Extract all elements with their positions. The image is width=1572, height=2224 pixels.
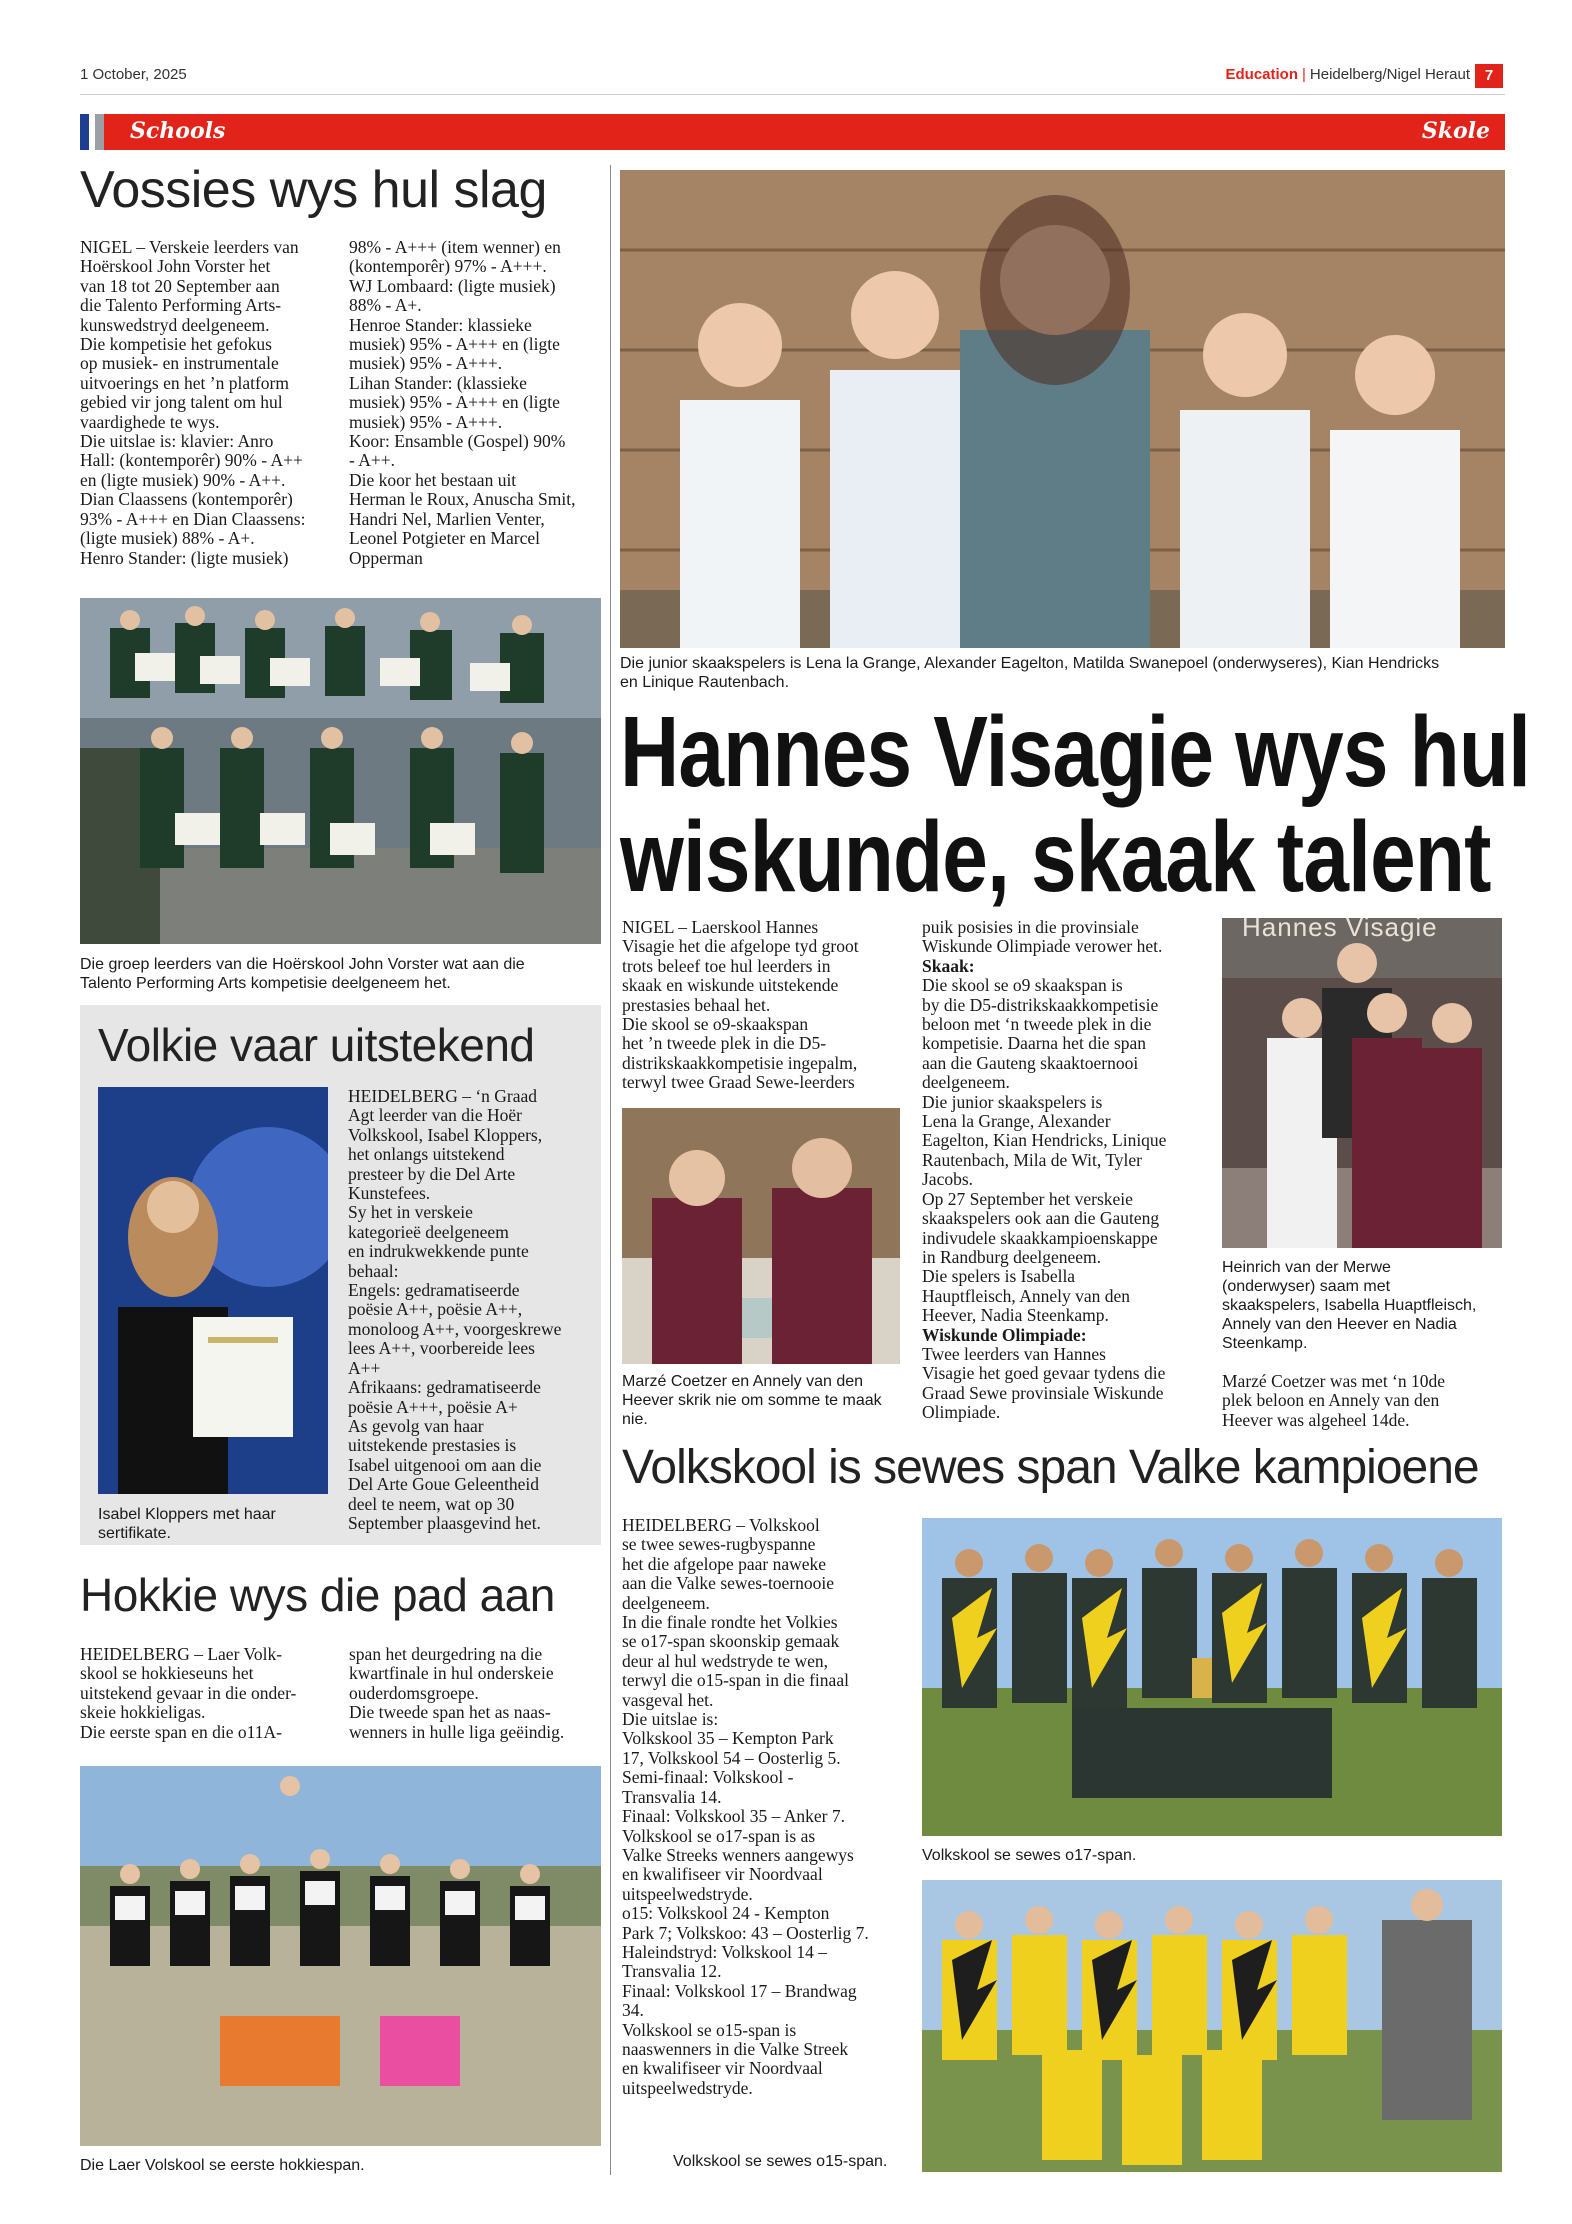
hokkie-photo-caption: Die Laer Volskool se eerste hokkiespan.	[80, 2157, 365, 2174]
volkie-body: HEIDELBERG – ‘n Graad Agt leerder van die Hoër Volkskool, Isabel Kloppers, het onlangs uitstekend presteer by die Del Arte Kunstefees. Sy het in verskeie kategorieë deelgeneem en indrukwekkende punte behaal: Engels: gedramatiseerde poësie A++, poësie A++, monoloog A++, voorgeskrewe lees A++, voorbereide lees A++ Afrikaans: gedramatiseerde poësie A+++, poësie A+ As gevolg van haar uitstekende prestasies is Isabel uitgenooi om aan die Del Arte Goue Geleentheid deel te neem, wat op 30 September plaasgevind het.	[348, 1086, 562, 1533]
hannes-col2-intro: puik posisies in die provinsiale Wiskunde Olimpiade verower het.	[922, 917, 1163, 957]
photo-school-sign: Hannes Visagie	[1242, 918, 1438, 942]
vossies-body-col1: NIGEL – Verskeie leerders van Hoërskool John Vorster het van 18 tot 20 September aan die Talento Performing Arts- kunswedstryd deelgeneem. Die kompetisie het gefokus op musiek- en instrumentale uitvoerings en het ’n platform gebied vir jong talent om hul vaardighede te wys. Die uitslae is: klavier: Anro Hall: (kontemporêr) 90% - A++ en (ligte musiek) 90% - A++. Dian Claassens (kontemporêr) 93% - A+++ en Dian Claassens: (ligte musiek) 88% - A+. Henro Stander: (ligte musiek)	[80, 237, 306, 568]
header-rule	[80, 94, 1505, 95]
publication-name: Heidelberg/Nigel Heraut	[1309, 66, 1470, 83]
hannes-body-col3: Marzé Coetzer was met ‘n 10de plek beloon en Annely van den Heever was algeheel 14de.	[1222, 1371, 1446, 1430]
banner-flag-blue	[80, 114, 89, 150]
hannes-subhead-skaak: Skaak:	[922, 955, 975, 976]
volkskool-o17-photo	[922, 1518, 1502, 1836]
section-label: Education | Heidelberg/Nigel Heraut	[1225, 66, 1470, 83]
hannes-col2-wiskunde-text: Twee leerders van Hannes Visagie het goed gevaar tydens die Graad Sewe provinsiale Wiskunde Olimpiade.	[922, 1343, 1166, 1423]
volkskool-o15-photo	[922, 1880, 1502, 2172]
volkskool-body: HEIDELBERG – Volkskool se twee sewes-rugbyspanne het die afgelope paar naweke aan die Valke sewes-toernooie deelgeneem. In die finale rondte het Volkies se o17-span skoonskip gemaak deur al hul wedstryde te wen, terwyl die o15-span in die finaal vasgeval het. Die uitslae is: Volkskool 35 – Kempton Park 17, Volkskool 54 – Oosterlig 5. Semi-finaal: Volkskool - Transvalia 14. Finaal: Volkskool 35 – Anker 7. Volkskool se o17-span is as Valke Streeks wenners aangewys en kwalifiseer vir Noordvaal uitspeelwedstryde. o15: Volkskool 24 - Kempton Park 7; Volkskoo: 43 – Oosterlig 7. Haleindstryd: Volkskool 14 – Transvalia 12. Finaal: Volkskool 17 – Brandwag 34. Volkskool se o15-span is naaswenners in die Valke Streek en kwalifiseer vir Noordvaal uitspeelwedstryde.	[622, 1515, 869, 2098]
hannes-teacher-photo	[1222, 918, 1502, 1248]
volkie-photo-caption: Isabel Kloppers met haar sertifikate.	[98, 1506, 276, 1542]
volkskool-headline: Volkskool is sewes span Valke kampioene	[622, 1441, 1479, 1494]
hannes-maths-photo-caption: Marzé Coetzer en Annely van den Heever skrik nie om somme te maak nie.	[622, 1373, 882, 1428]
banner-flag-gray	[95, 114, 104, 150]
banner-right-label: Skole	[1421, 118, 1490, 144]
vossies-photo-caption: Die groep leerders van die Hoërskool John Vorster wat aan die Talento Performing Arts kompetisie deelgeneem het.	[80, 956, 525, 992]
volkskool-o15-caption: Volkskool se sewes o15-span.	[673, 2153, 888, 2170]
vossies-body-col2: 98% - A+++ (item wenner) en (kontemporêr) 97% - A+++. WJ Lombaard: (ligte musiek) 88% - A+. Henroe Stander: klassieke musiek) 95% - A+++ en (ligte musiek) 95% - A+++. Lihan Stander: (klassieke musiek) 95% - A+++ en (ligte musiek) 95% - A+++. Koor: Ensamble (Gospel) 90% - A++. Die koor het bestaan uit Herman le Roux, Anuscha Smit, Handri Nel, Marlien Venter, Leonel Potgieter en Marcel Opperman	[349, 237, 576, 568]
hannes-headline-line2: wiskunde, skaak talent	[620, 801, 1491, 913]
hannes-body-col1: NIGEL – Laerskool Hannes Visagie het die afgelope tyd groot trots beleef toe hul leerders in skaak en wiskunde uitstekende prestasies behaal het. Die skool se o9-skaakspan het ’n tweede plek in die D5- distrikskaakkompetisie ingepalm, terwyl twee Graad Sewe-leerders	[622, 917, 859, 1093]
hannes-junior-chess-photo	[620, 170, 1505, 648]
page-number: 7	[1475, 64, 1503, 88]
hokkie-body-col2: span het deurgedring na die kwartfinale in hul onderskeie ouderdomsgroepe. Die tweede span het as naas- wenners in hulle liga geëindig.	[349, 1644, 565, 1742]
hannes-body-col2	[922, 918, 1202, 1423]
hannes-headline-line1: Hannes Visagie wys hul	[620, 696, 1531, 808]
volkskool-o17-caption: Volkskool se sewes o17-span.	[922, 1847, 1137, 1864]
hannes-top-photo-caption: Die junior skaakspelers is Lena la Grange, Alexander Eagelton, Matilda Swanepoel (onderwyseres), Kian Hendricks en Linique Rautenbach.	[620, 655, 1440, 691]
hannes-subhead-wiskunde: Wiskunde Olimpiade:	[922, 1324, 1087, 1345]
hokkie-team-photo	[80, 1766, 601, 2146]
section-name: Education	[1225, 66, 1298, 83]
vossies-group-photo	[80, 598, 601, 944]
volkie-headline: Volkie vaar uitstekend	[98, 1019, 535, 1071]
hannes-maths-photo	[622, 1108, 900, 1364]
hokkie-body-col1: HEIDELBERG – Laer Volk- skool se hokkieseuns het uitstekend gevaar in die onder- skeie hokkieligas. Die eerste span en die o11A-	[80, 1644, 297, 1742]
volkie-photo	[98, 1087, 328, 1494]
section-banner	[80, 114, 1505, 150]
hokkie-headline: Hokkie wys die pad aan	[80, 1569, 555, 1621]
issue-date: 1 October, 2025	[80, 66, 187, 83]
hannes-col2-skaak-text: Die skool se o9 skaakspan is by die D5-distrikskaakkompetisie beloon met ‘n tweede plek in die kompetisie. Daarna het die span aan die Gauteng skaaktoernooi deelgeneem. Die junior skaakspelers is Lena la Grange, Alexander Eagelton, Kian Hendricks, Linique Rautenbach, Mila de Wit, Tyler Jacobs. Op 27 September het verskeie skaakspelers ook aan die Gauteng indivudele skaakkampioenskappe in Randburg deelgeneem. Die spelers is Isabella Hauptfleisch, Annely van den Heever, Nadia Steenkamp.	[922, 975, 1167, 1326]
vossies-headline: Vossies wys hul slag	[80, 161, 547, 219]
column-divider	[610, 165, 611, 2175]
hannes-teacher-photo-caption: Heinrich van der Merwe (onderwyser) saam met skaakspelers, Isabella Huaptfleisch, Annely van den Heever en Nadia Steenkamp.	[1222, 1259, 1477, 1352]
banner-left-label: Schools	[130, 118, 226, 144]
